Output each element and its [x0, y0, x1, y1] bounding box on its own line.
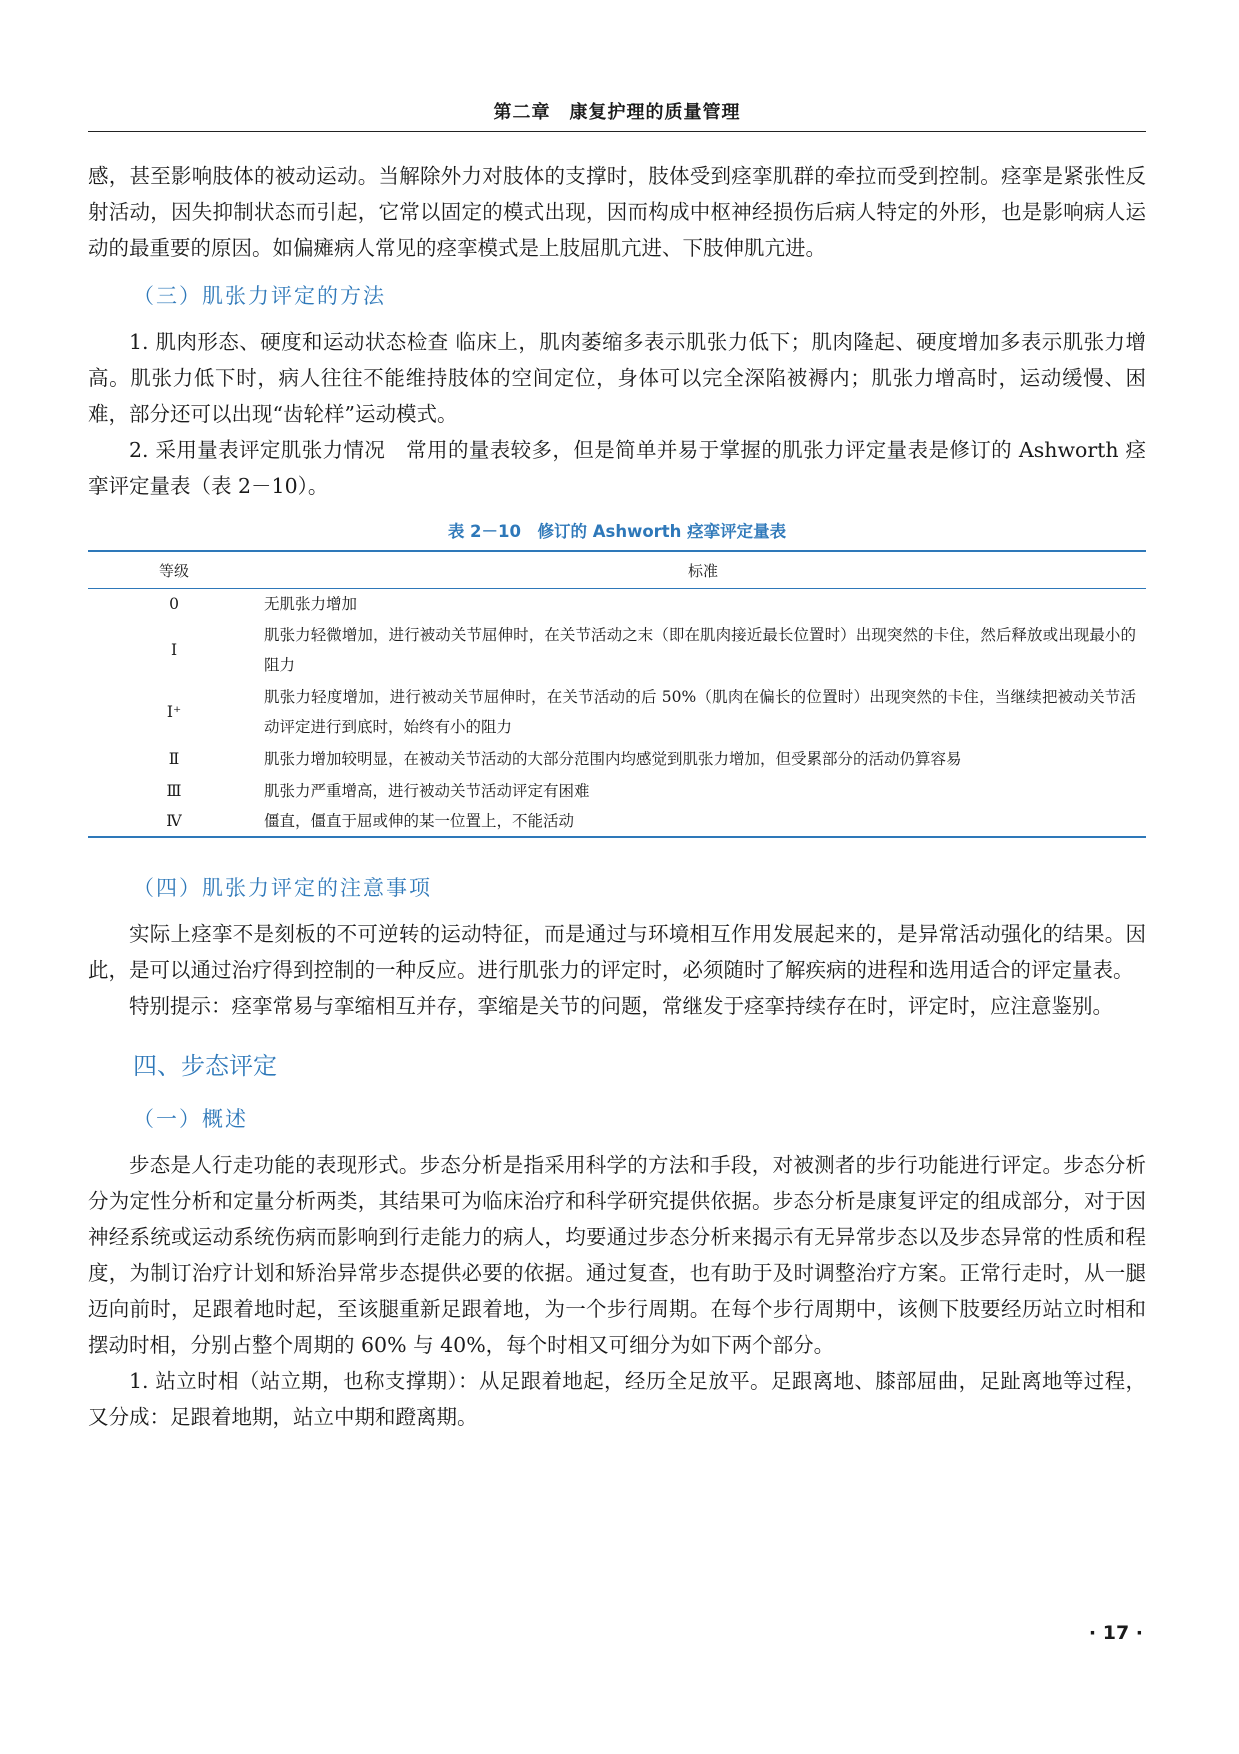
table-header-criterion: 标准 — [687, 561, 718, 580]
table-row — [88, 743, 1146, 775]
section-4-heading: （四）肌张力评定的注意事项 — [133, 876, 432, 900]
table-header-grade: 等级 — [158, 561, 189, 580]
gait-paragraph-1: 步态是人行走功能的表现形式。步态分析是指采用科学的方法和手段，对被测者的步行功能进行评定。步态分析分为定性分析和定量分析两类，其结果可为临床治疗和科学研究提供依据。步态分析是康复评定的组成部分，对于因神经系统或运动系统伤病而影响到行走能力的病人，均要通过步态分析来揭示有无异常步态以及步态异常的性质和程度，为制订治疗计划和矫治异常步态提供必要的依据。通过复查，也有助于及时调整治疗方案。正常行走时，从一腿迈向前时，足跟着地时起，至该腿重新足跟着地，为一个步行周期。在每个步行周期中，该侧下肢要经历站立时相和摆动时相，分别占整个周期的 60% 与 40%，每个时相又可细分为如下两个部分。 — [88, 1153, 1146, 1357]
grade-cell: Ⅱ — [168, 750, 180, 768]
table-caption: 表 2－10 修订的 Ashworth 痉挛评定量表 — [447, 522, 787, 541]
criterion-cell: 肌张力轻微增加，进行被动关节屈伸时，在关节活动之末（即在肌肉接近最长位置时）出现突然的卡住，然后释放或出现最小的阻力 — [264, 626, 1136, 674]
section-3-heading: （三）肌张力评定的方法 — [133, 284, 386, 308]
section-3-paragraph-2: 2. 采用量表评定肌张力情况 常用的量表较多，但是简单并易于掌握的肌张力评定量表是修订的 Ashworth 痉挛评定量表（表 2－10）。 — [88, 438, 1146, 498]
table-row — [88, 619, 1146, 681]
grade-cell: Ⅲ — [166, 781, 182, 800]
table-row — [88, 775, 1146, 806]
grade-cell: Ⅰ⁺ — [166, 703, 182, 721]
page-content — [88, 158, 1146, 1435]
intro-paragraph: 感，甚至影响肢体的被动运动。当解除外力对肢体的支撑时，肢体受到痉挛肌群的牵拉而受到控制。痉挛是紧张性反射活动，因失抑制状态而引起，它常以固定的模式出现，因而构成中枢神经损伤后病人特定的外形，也是影响病人运动的最重要的原因。如偏瘫病人常见的痉挛模式是上肢屈肌亢进、下肢伸肌亢进。 — [88, 164, 1146, 260]
table-row — [88, 589, 1146, 620]
gait-paragraph-2: 1. 站立时相（站立期，也称支撑期）：从足跟着地起，经历全足放平。足跟离地、膝部屈曲，足趾离地等过程，又分成：足跟着地期，站立中期和蹬离期。 — [88, 1369, 1146, 1429]
section-4-paragraph-2: 特别提示：痉挛常易与挛缩相互并存，挛缩是关节的问题，常继发于痉挛持续存在时，评定时，应注意鉴别。 — [129, 994, 1113, 1018]
criterion-cell: 肌张力轻度增加，进行被动关节屈伸时，在关节活动的后 50%（肌肉在偏长的位置时）出现突然的卡住，当继续把被动关节活动评定进行到底时，始终有小的阻力 — [264, 688, 1136, 736]
criterion-cell: 肌张力严重增高，进行被动关节活动评定有困难 — [264, 781, 590, 800]
running-header: 第二章 康复护理的质量管理 — [493, 102, 741, 123]
grade-cell: Ⅳ — [166, 812, 182, 830]
grade-cell: Ⅰ — [170, 641, 178, 659]
ashworth-scale-table — [88, 550, 1146, 838]
criterion-cell: 肌张力增加较明显，在被动关节活动的大部分范围内均感觉到肌张力增加，但受累部分的活动仍算容易 — [264, 750, 962, 768]
criterion-cell: 僵直，僵直于屈或伸的某一位置上，不能活动 — [264, 812, 575, 830]
table-row — [88, 681, 1146, 743]
gait-heading: 四、步态评定 — [133, 1052, 277, 1080]
header-rule — [88, 131, 1146, 132]
table-row — [88, 806, 1146, 837]
section-3-paragraph-1: 1. 肌肉形态、硬度和运动状态检查 临床上，肌肉萎缩多表示肌张力低下；肌肉隆起、硬度增加多表示肌张力增高。肌张力低下时，病人往往不能维持肢体的空间定位，身体可以完全深陷被褥内；肌张力增高时，运动缓慢、困难，部分还可以出现“齿轮样”运动模式。 — [88, 330, 1146, 426]
table-header-row — [88, 551, 1146, 589]
page-number: · 17 · — [1088, 1622, 1143, 1644]
gait-subheading: （一）概述 — [133, 1107, 248, 1131]
grade-cell: 0 — [169, 595, 179, 613]
section-4-paragraph-1: 实际上痉挛不是刻板的不可逆转的运动特征，而是通过与环境相互作用发展起来的，是异常活动强化的结果。因此，是可以通过治疗得到控制的一种反应。进行肌张力的评定时，必须随时了解疾病的进程和选用适合的评定量表。 — [88, 922, 1146, 982]
criterion-cell: 无肌张力增加 — [264, 595, 358, 613]
